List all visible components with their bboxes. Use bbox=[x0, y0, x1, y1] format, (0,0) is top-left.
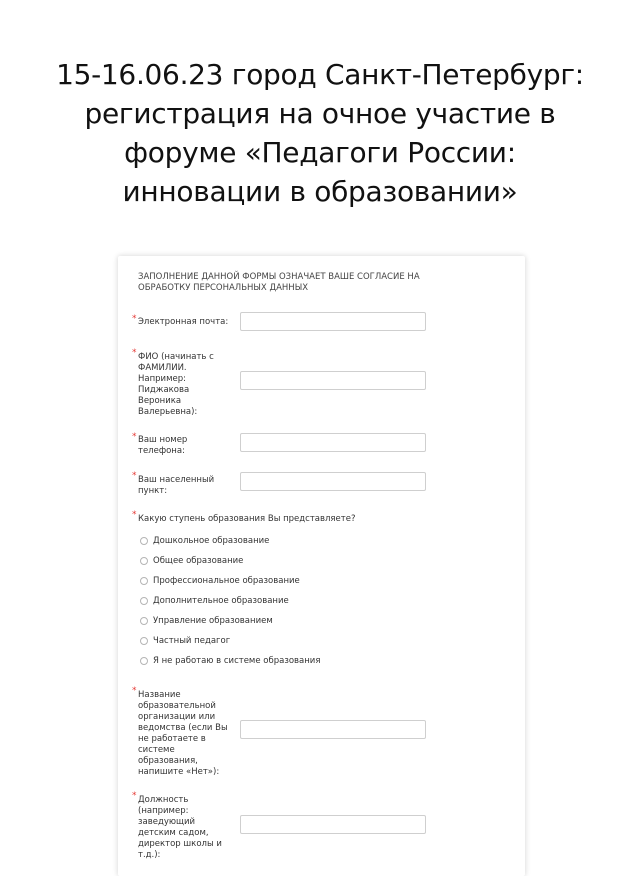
required-marker: * bbox=[132, 314, 137, 324]
radio-option-preschool[interactable]: Дошкольное образование bbox=[140, 535, 269, 547]
radio-option-private-teacher[interactable]: Частный педагог bbox=[140, 635, 230, 647]
page-title-line: регистрация на очное участие в bbox=[84, 97, 556, 130]
page-title-line: форуме «Педагоги России: bbox=[124, 136, 516, 169]
page-title bbox=[0, 55, 640, 211]
consent-line: ЗАПОЛНЕНИЕ ДАННОЙ ФОРМЫ ОЗНАЧАЕТ ВАШЕ СОГЛАСИЕ НА bbox=[138, 272, 420, 282]
email-label: Электронная почта: bbox=[138, 317, 229, 327]
radio-button[interactable] bbox=[140, 577, 148, 585]
fio-label: ФИО (начинать с ФАМИЛИИ. Например: Пиджакова Вероника Валерьевна): bbox=[138, 352, 214, 417]
organization-field[interactable] bbox=[240, 720, 426, 739]
radio-option-general[interactable]: Общее образование bbox=[140, 555, 243, 567]
required-marker: * bbox=[132, 791, 137, 801]
email-field[interactable] bbox=[240, 312, 426, 331]
required-marker: * bbox=[132, 510, 137, 520]
radio-option-professional[interactable]: Профессиональное образование bbox=[140, 575, 300, 587]
radio-button[interactable] bbox=[140, 597, 148, 605]
radio-button[interactable] bbox=[140, 617, 148, 625]
required-marker: * bbox=[132, 471, 137, 481]
consent-line: ОБРАБОТКУ ПЕРСОНАЛЬНЫХ ДАННЫХ bbox=[138, 283, 309, 293]
position-field[interactable] bbox=[240, 815, 426, 834]
radio-button[interactable] bbox=[140, 657, 148, 665]
city-field[interactable] bbox=[240, 472, 426, 491]
required-marker: * bbox=[132, 348, 137, 358]
consent-notice bbox=[138, 272, 468, 294]
fio-field[interactable] bbox=[240, 371, 426, 390]
radio-option-management[interactable]: Управление образованием bbox=[140, 615, 273, 627]
radio-option-additional[interactable]: Дополнительное образование bbox=[140, 595, 289, 607]
registration-form bbox=[118, 256, 525, 876]
organization-label: Название образовательной организации или ведомства (если Вы не работаете в системе образования, напишите «Нет»): bbox=[138, 690, 228, 777]
page-title-line: инновации в образовании» bbox=[122, 175, 518, 208]
radio-option-not-in-education[interactable]: Я не работаю в системе образования bbox=[140, 655, 320, 667]
required-marker: * bbox=[132, 432, 137, 442]
radio-button[interactable] bbox=[140, 557, 148, 565]
required-marker: * bbox=[132, 686, 137, 696]
position-label: Должность (например: заведующий детским садом, директор школы и т.д.): bbox=[138, 795, 222, 860]
phone-field[interactable] bbox=[240, 433, 426, 452]
phone-label: Ваш номер телефона: bbox=[138, 435, 188, 456]
radio-button[interactable] bbox=[140, 537, 148, 545]
page-title-line: 15-16.06.23 город Санкт-Петербург: bbox=[56, 58, 584, 91]
education-level-question: Какую ступень образования Вы представляете? bbox=[138, 514, 356, 524]
radio-button[interactable] bbox=[140, 637, 148, 645]
city-label: Ваш населенный пункт: bbox=[138, 475, 215, 496]
